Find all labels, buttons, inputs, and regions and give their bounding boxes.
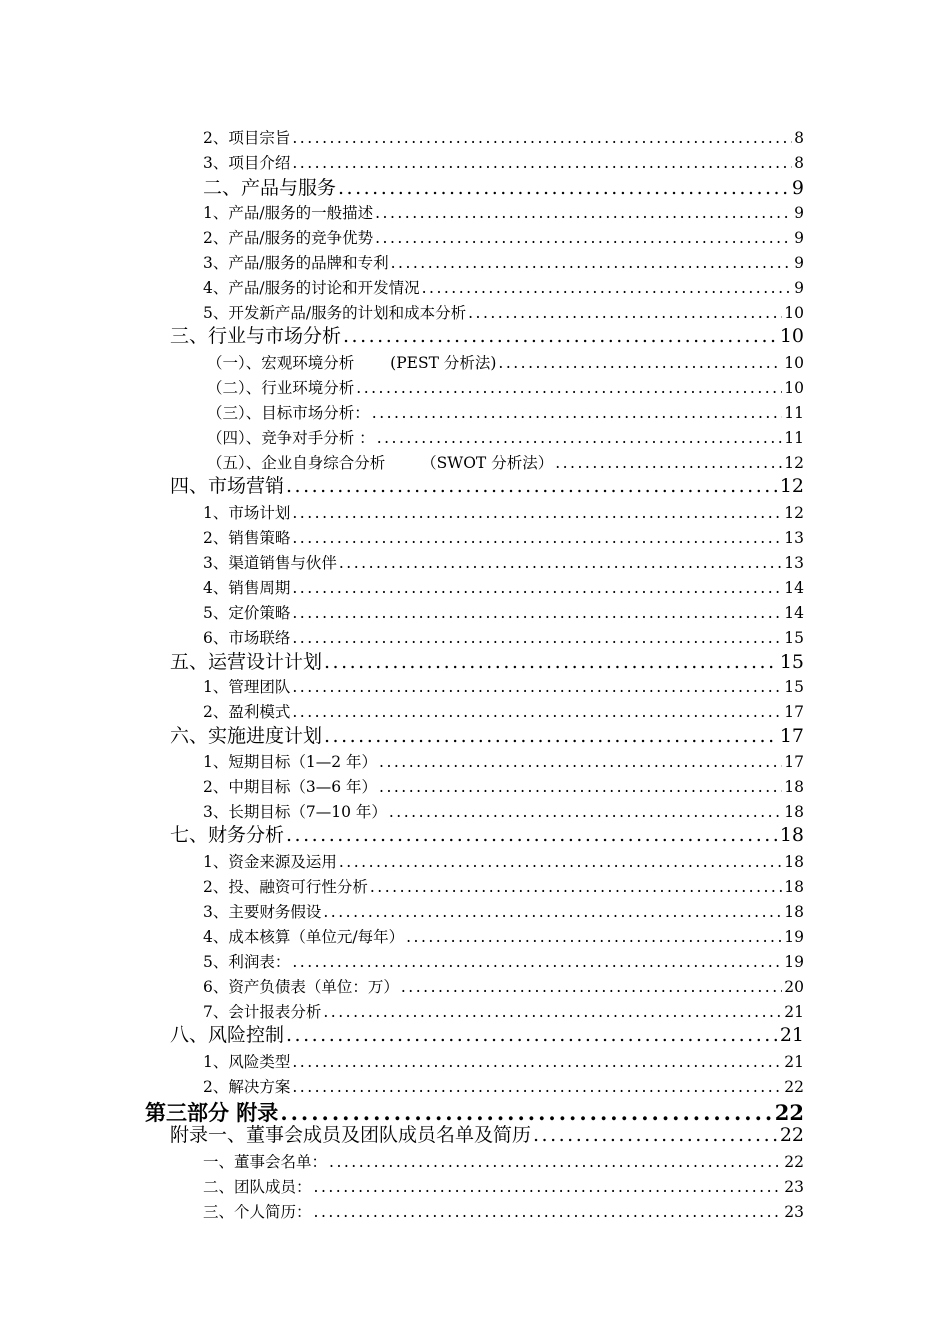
toc-entry-page-number: 13 [784,528,804,547]
toc-entry-title: 2、投、融资可行性分析 [203,877,368,896]
toc-entry-page-number: 22 [774,1100,804,1125]
toc-entry-page-number: 10 [784,303,804,322]
toc-entry-title: （五）、企业自身综合分析 （SWOT 分析法） [207,453,554,472]
toc-entry-page-number: 23 [784,1202,804,1221]
dot-leader [370,880,782,896]
toc-entry-page-number: 22 [779,1124,804,1146]
dot-leader [356,381,782,397]
toc-entry-page-number: 21 [784,1052,804,1071]
toc-entry-page-number: 9 [794,278,804,297]
toc-entry-page-number: 18 [784,852,804,871]
toc-entry-title: （四）、竞争对手分析 ： [207,428,375,447]
toc-entry-page-number: 9 [794,228,804,247]
dot-leader [375,206,792,222]
toc-entry[interactable] [203,1048,804,1070]
toc-entry-page-number: 19 [784,927,804,946]
toc-entry-page-number: 22 [784,1077,804,1096]
toc-entry-page-number: 12 [784,503,804,522]
toc-entry-page-number: 21 [784,1002,804,1021]
toc-entry-page-number: 17 [784,702,804,721]
toc-entry-page-number: 8 [794,153,804,172]
toc-entry[interactable] [203,299,804,321]
dot-leader [292,131,792,147]
toc-entry-title: 2、解决方案 [203,1077,291,1096]
dot-leader [292,1055,782,1071]
toc-entry-title: 1、风险类型 [203,1052,291,1071]
toc-entry[interactable] [203,574,804,596]
toc-entry-page-number: 9 [791,177,804,199]
toc-entry[interactable] [203,673,804,695]
toc-entry-title: 6、市场联络 [203,628,291,647]
toc-entry[interactable] [203,549,804,571]
toc-entry[interactable] [203,174,804,198]
dot-leader [323,905,782,921]
toc-entry-page-number: 19 [784,952,804,971]
dot-leader [379,780,782,796]
dot-leader [314,1205,783,1221]
toc-entry[interactable] [203,1148,804,1170]
toc-entry-page-number: 18 [784,777,804,796]
toc-entry-page-number: 23 [784,1177,804,1196]
toc-entry-title: 3、产品/服务的品牌和专利 [203,253,389,272]
toc-entry[interactable] [170,472,804,496]
toc-entry-title: 4、产品/服务的讨论和开发情况 [203,278,420,297]
toc-entry-title: 2、中期目标（3—6 年） [203,777,378,796]
toc-entry-page-number: 10 [784,353,804,372]
dot-leader [324,653,778,672]
toc-entry-page-number: 9 [794,253,804,272]
dot-leader [280,1102,772,1123]
toc-entry-title: 七、财务分析 [170,824,285,846]
dot-leader [292,606,782,622]
dot-leader [323,1005,782,1021]
toc-entry[interactable] [203,199,804,221]
dot-leader [292,531,782,547]
toc-entry[interactable] [170,1021,804,1045]
toc-entry[interactable] [203,848,804,870]
toc-entry-title: 第三部分 附录 [145,1100,279,1125]
toc-entry-page-number: 15 [784,677,804,696]
toc-entry-page-number: 12 [784,453,804,472]
toc-entry-page-number: 9 [794,203,804,222]
toc-entry-page-number: 18 [784,877,804,896]
toc-entry-page-number: 10 [779,325,804,347]
toc-entry-page-number: 21 [779,1024,804,1046]
toc-entry-title: 3、长期目标（7—10 年） [203,802,387,821]
dot-leader [324,727,778,746]
toc-entry-title: 1、产品/服务的一般描述 [203,203,374,222]
toc-entry[interactable] [203,249,804,271]
toc-entry-title: 三、个人简历： [203,1202,312,1221]
toc-entry-title: 1、市场计划 [203,503,291,522]
toc-entry-page-number: 15 [784,628,804,647]
toc-entry-title: 2、盈利模式 [203,702,291,721]
toc-entry[interactable] [203,499,804,521]
dot-leader [389,805,782,821]
toc-entry[interactable] [207,449,804,471]
toc-entry-title: 7、会计报表分析 [203,1002,322,1021]
dot-leader [379,755,782,771]
dot-leader [555,456,782,472]
toc-entry[interactable] [203,274,804,296]
dot-leader [406,930,782,946]
toc-entry-page-number: 18 [779,824,804,846]
toc-entry-title: 3、主要财务假设 [203,902,322,921]
toc-entry[interactable] [207,399,804,421]
toc-entry-page-number: 18 [784,902,804,921]
dot-leader [286,477,778,496]
toc-entry-title: 5、开发新产品/服务的计划和成本分析 [203,303,467,322]
dot-leader [377,431,783,447]
toc-entry-title: 5、定价策略 [203,603,291,622]
toc-entry-title: 2、产品/服务的竞争优势 [203,228,374,247]
dot-leader [292,631,782,647]
toc-entry[interactable] [203,124,804,146]
toc-entry-title: 二、团队成员： [203,1177,312,1196]
toc-entry-title: 3、项目介绍 [203,153,291,172]
dot-leader [329,1155,782,1171]
toc-entry[interactable] [207,424,804,446]
toc-entry[interactable] [170,1121,804,1145]
toc-entry[interactable] [207,374,804,396]
toc-entry-page-number: 17 [779,725,804,747]
toc-entry[interactable] [203,973,804,995]
toc-entry[interactable] [170,648,804,672]
toc-entry-page-number: 11 [784,428,804,447]
toc-entry-title: 2、销售策略 [203,528,291,547]
toc-entry[interactable] [170,722,804,746]
toc-entry-page-number: 22 [784,1152,804,1171]
toc-entry[interactable] [203,1173,804,1195]
toc-entry-title: 1、管理团队 [203,677,291,696]
toc-entry-page-number: 14 [784,578,804,597]
toc-entry[interactable] [145,1095,804,1123]
dot-leader [422,281,793,297]
toc-entry-page-number: 15 [779,651,804,673]
toc-entry[interactable] [203,1073,804,1095]
dot-leader [286,1026,778,1045]
toc-entry[interactable] [203,898,804,920]
toc-entry-title: 1、短期目标（1—2 年） [203,752,378,771]
dot-leader [372,406,783,422]
toc-entry-title: 4、销售周期 [203,578,291,597]
toc-entry-title: （一）、宏观环境分析 (PEST 分析法) [207,353,497,372]
toc-entry[interactable] [203,798,804,820]
toc-entry[interactable] [203,149,804,171]
toc-entry-title: （二）、行业环境分析 [207,378,355,397]
toc-entry-title: 2、项目宗旨 [203,128,291,147]
dot-leader [314,1180,783,1196]
dot-leader [292,581,782,597]
dot-leader [339,855,782,871]
toc-entry-title: 五、运营设计计划 [170,651,323,673]
toc-entry-page-number: 18 [784,802,804,821]
dot-leader [286,826,778,845]
toc-entry-title: 1、资金来源及运用 [203,852,337,871]
dot-leader [292,705,782,721]
toc-entry-title: 4、成本核算（单位元/每年） [203,927,405,946]
dot-leader [292,1080,782,1096]
toc-entry[interactable] [203,224,804,246]
toc-entry-title: 5、利润表： [203,952,291,971]
toc-entry-title: 3、渠道销售与伙伴 [203,553,337,572]
toc-entry-page-number: 13 [784,553,804,572]
toc-entry[interactable] [203,748,804,770]
toc-entry[interactable] [203,998,804,1020]
toc-entry[interactable] [203,624,804,646]
dot-leader [468,306,782,322]
toc-entry-title: 六、实施进度计划 [170,725,323,747]
toc-entry[interactable] [203,773,804,795]
toc-entry-title: 三、行业与市场分析 [170,325,342,347]
dot-leader [338,179,790,198]
toc-entry-title: 6、资产负债表（单位：万） [203,977,399,996]
toc-entry[interactable] [170,322,804,346]
dot-leader [401,980,782,996]
toc-entry-title: 二、产品与服务 [203,177,337,199]
dot-leader [343,327,778,346]
toc-entry-page-number: 14 [784,603,804,622]
toc-entry[interactable] [203,599,804,621]
toc-entry[interactable] [203,948,804,970]
toc-entry-page-number: 20 [784,977,804,996]
toc-entry-title: （三）、目标市场分析： [207,403,370,422]
toc-entry[interactable] [203,923,804,945]
dot-leader [339,556,782,572]
toc-entry-page-number: 17 [784,752,804,771]
dot-leader [292,680,782,696]
toc-entry[interactable] [203,1198,804,1220]
toc-entry-page-number: 8 [794,128,804,147]
toc-entry[interactable] [203,873,804,895]
toc-entry-page-number: 12 [779,475,804,497]
toc-entry-title: 一、董事会名单： [203,1152,328,1171]
toc-entry-page-number: 10 [784,378,804,397]
toc-entry-title: 四、市场营销 [170,475,285,497]
dot-leader [375,231,792,247]
dot-leader [292,506,782,522]
toc-entry-title: 八、风险控制 [170,1024,285,1046]
toc-entry[interactable] [170,821,804,845]
toc-entry[interactable] [203,698,804,720]
dot-leader [391,256,793,272]
dot-leader [533,1126,778,1145]
dot-leader [498,356,782,372]
dot-leader [292,955,782,971]
toc-entry-page-number: 11 [784,403,804,422]
dot-leader [292,156,792,172]
toc-entry-title: 附录一、董事会成员及团队成员名单及简历 [170,1124,532,1146]
toc-entry[interactable] [203,524,804,546]
toc-entry[interactable] [207,349,804,371]
